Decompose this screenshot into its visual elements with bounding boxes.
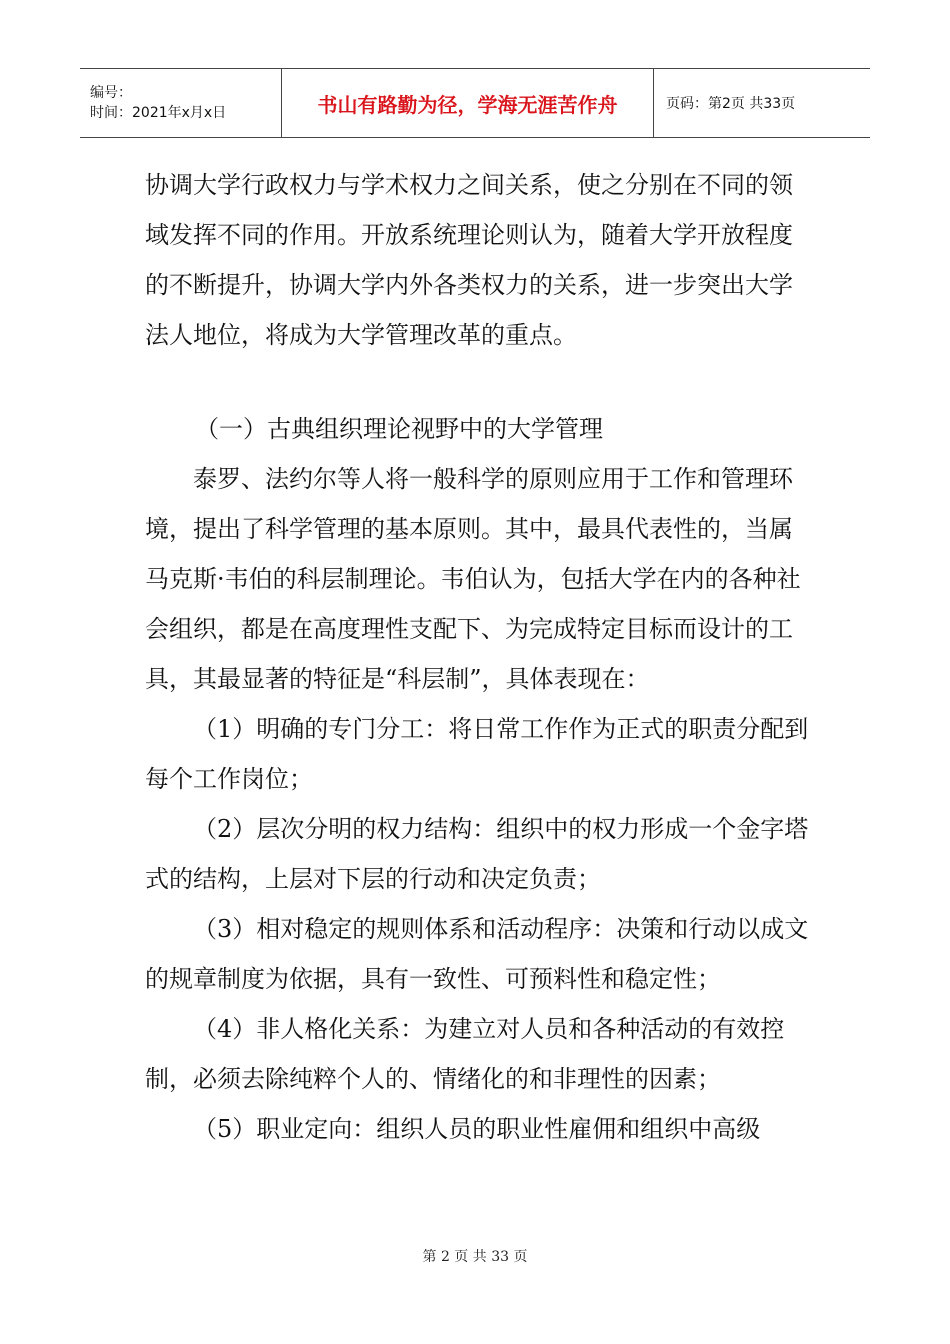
number-label: 编号： (90, 85, 132, 101)
header-page-info: 页码：第2页 共33页 (666, 96, 796, 112)
page-header (80, 68, 870, 138)
list-item-2: （2）层次分明的权力结构：组织中的权力形成一个金字塔式的结构，上层对下层的行动和决定负责； (145, 815, 809, 893)
header-motto: 书山有路勤为径，学海无涯苦作舟 (281, 69, 654, 137)
section-gap (145, 360, 815, 404)
header-meta (80, 69, 281, 137)
list-item-4: （4）非人格化关系：为建立对人员和各种活动的有效控制，必须去除纯粹个人的、情绪化的和非理性的因素； (145, 1015, 785, 1093)
list-item-1: （1）明确的专门分工：将日常工作作为正式的职责分配到每个工作岗位； (145, 715, 809, 793)
time-label: 时间：2021年x月x日 (90, 105, 227, 121)
document-body (145, 160, 815, 1154)
intro-paragraph: 协调大学行政权力与学术权力之间关系，使之分别在不同的领域发挥不同的作用。开放系统理论则认为，随着大学开放程度的不断提升，协调大学内外各类权力的关系，进一步突出大学法人地位，将成为大学管理改革的重点。 (145, 171, 793, 349)
body-paragraph: 泰罗、法约尔等人将一般科学的原则应用于工作和管理环境，提出了科学管理的基本原则。其中，最具代表性的，当属马克斯·韦伯的科层制理论。韦伯认为，包括大学在内的各种社会组织，都是在高度理性支配下、为完成特定目标而设计的工具，其最显著的特征是“科层制”，具体表现在： (145, 465, 801, 693)
page-footer: 第 2 页 共 33 页 (422, 1249, 528, 1265)
list-item-5: （5）职业定向：组织人员的职业性雇佣和组织中高级 (193, 1115, 761, 1143)
list-item-3: （3）相对稳定的规则体系和活动程序：决策和行动以成文的规章制度为依据，具有一致性、可预料性和稳定性； (145, 915, 809, 993)
section-heading: （一）古典组织理论视野中的大学管理 (195, 415, 603, 443)
